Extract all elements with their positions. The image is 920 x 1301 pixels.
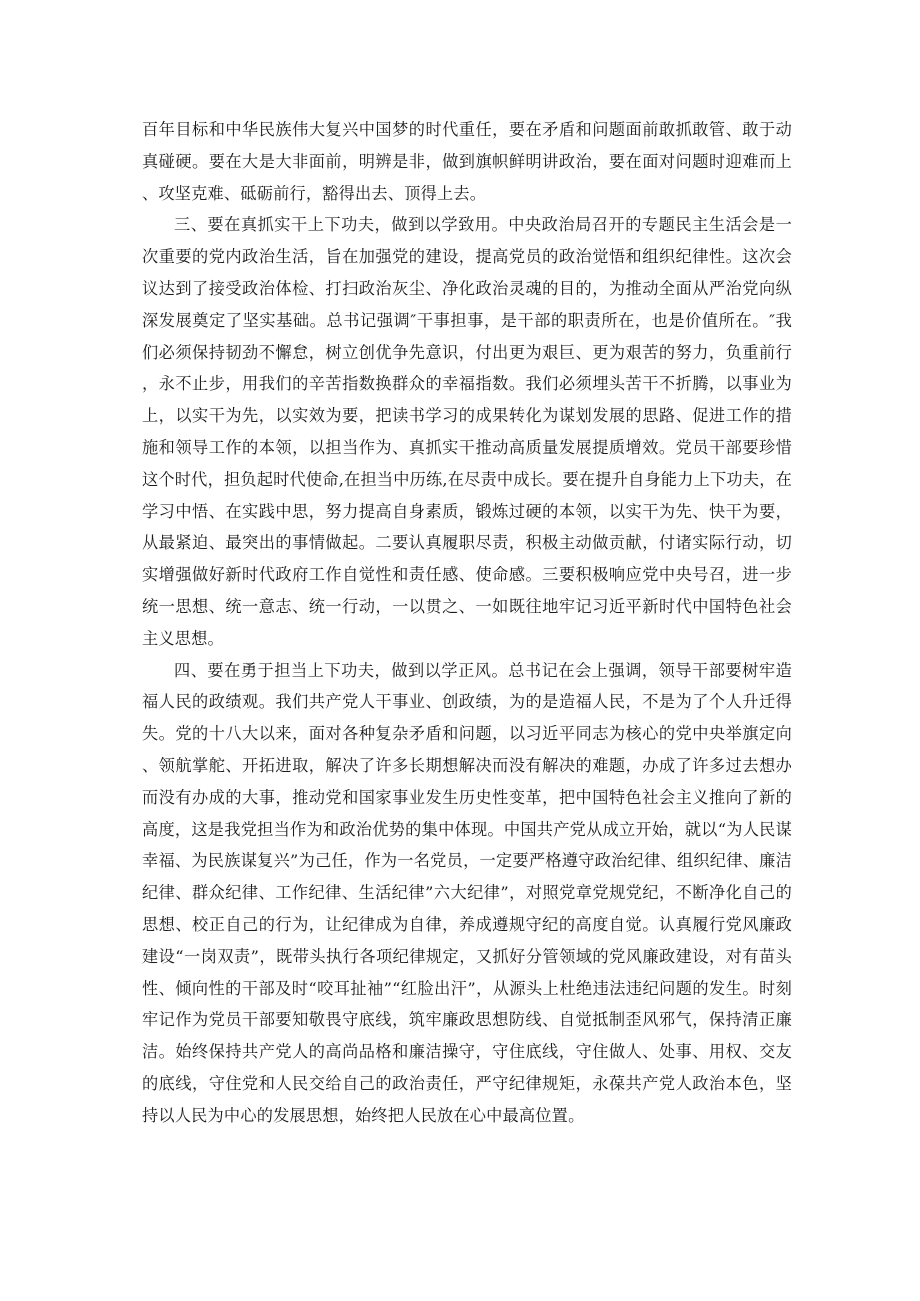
paragraph-1: 百年目标和中华民族伟大复兴中国梦的时代重任，要在矛盾和问题面前敢抓敢管、敢于动真碰硬。要在大是大非面前，明辨是非，做到旗帜鲜明讲政治，要在面对问题时迎难而上、攻坚克难、砥砺前行，豁得出去、顶得上去。: [142, 120, 792, 203]
paragraph-3: 四、要在勇于担当上下功夫，做到以学正风。总书记在会上强调，领导干部要树牢造福人民的政绩观。我们共产党人干事业、创政绩，为的是造福人民，不是为了个人升迁得失。党的十八大以来，面对各种复杂矛盾和问题，以习近平同志为核心的党中央举旗定向、领航掌舵、开拓进取，解决了许多长期想解决而没有解决的难题，办成了许多过去想办而没有办成的大事，推动党和国家事业发生历史性变革，把中国特色社会主义推向了新的高度，这是我党担当作为和政治优势的集中体现。中国共产党从成立开始，就以“为人民谋幸福、为民族谋复兴”为己任，作为一名党员，一定要严格遵守政治纪律、组织纪律、廉洁纪律、群众纪律、工作纪律、生活纪律”六大纪律”，对照党章党规党纪，不断净化自己的思想、校正自己的行为，让纪律成为自律，养成遵规守纪的高度自觉。认真履行党风廉政建设“一岗双责”，既带头执行各项纪律规定，又抓好分管领域的党风廉政建设，对有苗头性、倾向性的干部及时“咬耳扯袖”“红脸出汗”，从源头上杜绝违法违纪问题的发生。时刻牢记作为党员干部要知敬畏守底线，筑牢廉政思想防线、自觉抵制歪风邪气，保持清正廉洁。始终保持共产党人的高尚品格和廉洁操守，守住底线，守住做人、处事、用权、交友的底线，守住党和人民交给自己的政治责任，严守纪律规矩，永葆共产党人政治本色，坚持以人民为中心的发展思想，始终把人民放在心中最高位置。: [142, 660, 792, 1125]
document-body: [142, 114, 792, 1132]
paragraph-2: 三、要在真抓实干上下功夫，做到以学致用。中央政治局召开的专题民主生活会是一次重要的党内政治生活，旨在加强党的建设，提高党员的政治觉悟和组织纪律性。这次会议达到了接受政治体检、打扫政治灰尘、净化政治灵魂的目的，为推动全面从严治党向纵深发展奠定了坚实基础。总书记强调″干事担事，是干部的职责所在，也是价值所在。″我们必须保持韧劲不懈怠，树立创优争先意识，付出更为艰巨、更为艰苦的努力，负重前行，永不止步，用我们的辛苦指数换群众的幸福指数。我们必须埋头苦干不折腾，以事业为上，以实干为先，以实效为要，把读书学习的成果转化为谋划发展的思路、促进工作的措施和领导工作的本领，以担当作为、真抓实干推动高质量发展提质增效。党员干部要珍惜这个时代，担负起时代使命,在担当中历练,在尽责中成长。要在提升自身能力上下功夫，在学习中悟、在实践中思，努力提高自身素质，锻炼过硬的本领，以实干为先、快干为要，从最紧迫、最突出的事情做起。二要认真履职尽责，积极主动做贡献，付诸实际行动，切实增强做好新时代政府工作自觉性和责任感、使命感。三要积极响应党中央号召，进一步统一思想、统一意志、统一行动，一以贯之、一如既往地牢记习近平新时代中国特色社会主义思想。: [142, 215, 792, 648]
